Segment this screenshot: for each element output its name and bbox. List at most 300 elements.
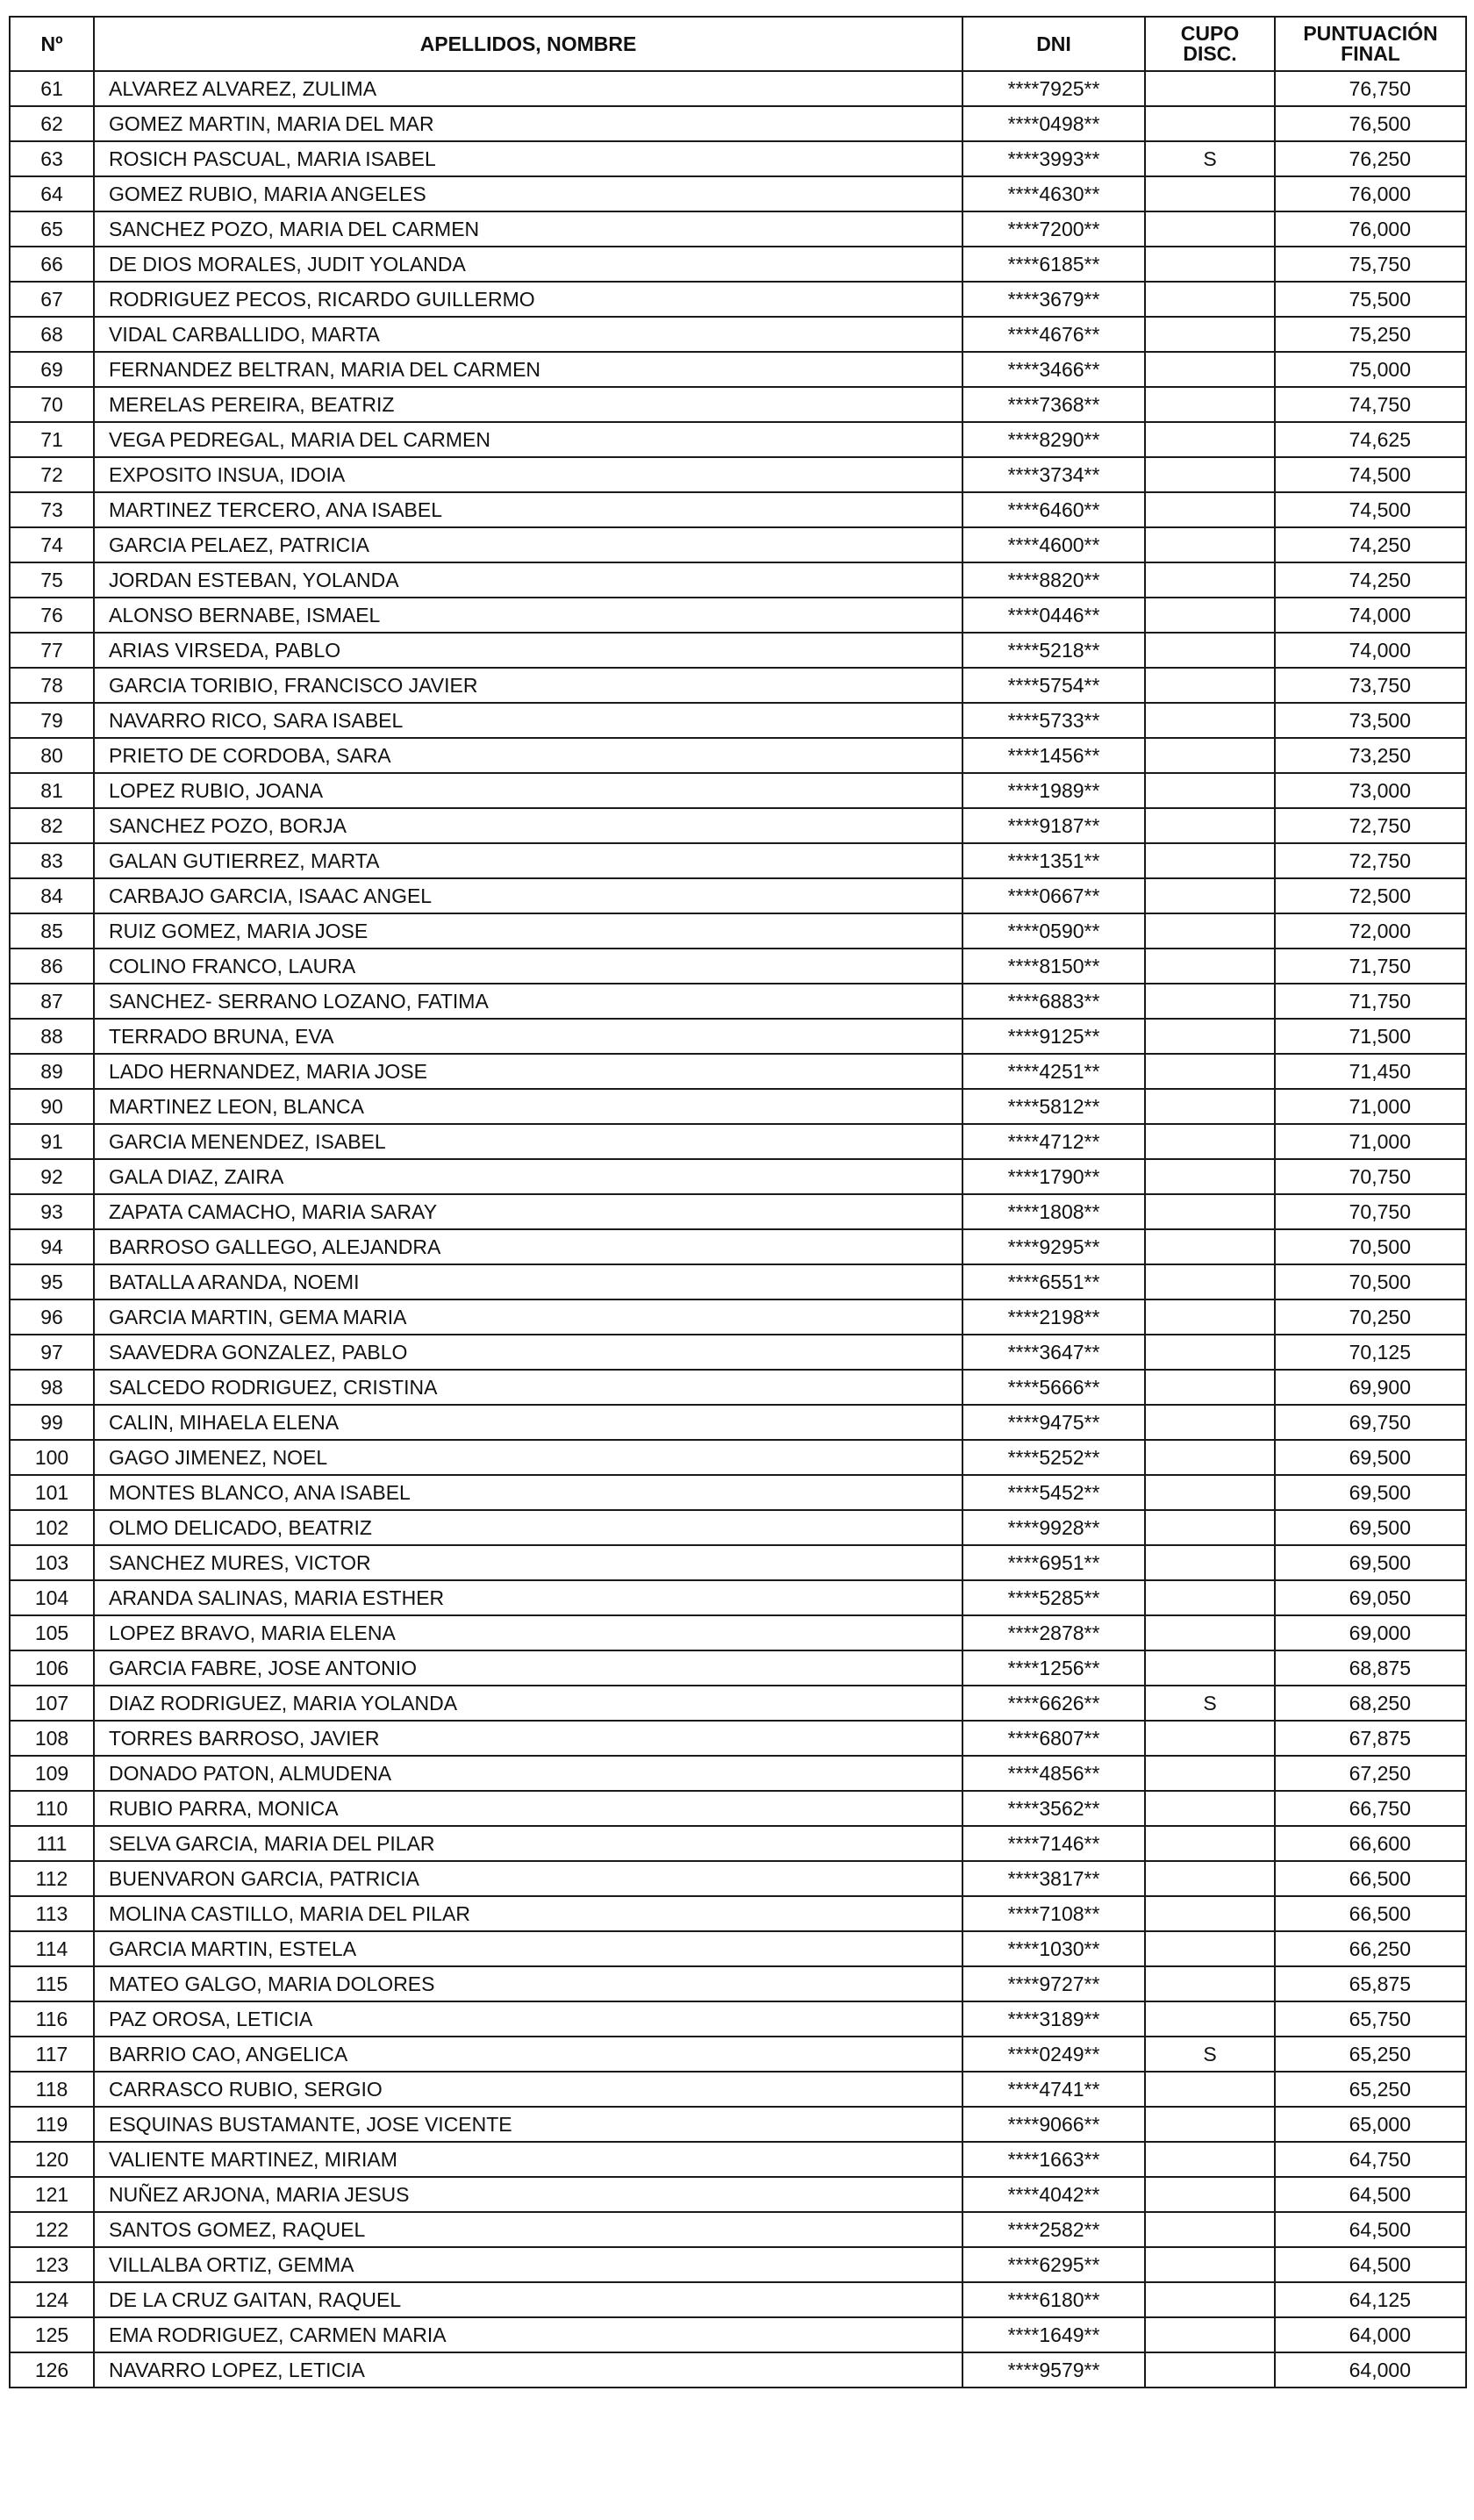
- row-dni: ****4251**: [962, 1054, 1145, 1089]
- row-name: VEGA PEDREGAL, MARIA DEL CARMEN: [94, 422, 962, 457]
- row-name: JORDAN ESTEBAN, YOLANDA: [94, 562, 962, 598]
- row-dni: ****8820**: [962, 562, 1145, 598]
- row-name: FERNANDEZ BELTRAN, MARIA DEL CARMEN: [94, 352, 962, 387]
- row-cupo-disc: [1145, 527, 1275, 562]
- row-cupo-disc: [1145, 1580, 1275, 1615]
- row-dni: ****5452**: [962, 1475, 1145, 1510]
- table-row: [10, 808, 1466, 843]
- table-row: [10, 1194, 1466, 1229]
- row-cupo-disc: [1145, 282, 1275, 317]
- table-row: [10, 1124, 1466, 1159]
- row-cupo-disc: [1145, 598, 1275, 633]
- row-cupo-disc: [1145, 1440, 1275, 1475]
- row-cupo-disc: [1145, 633, 1275, 668]
- row-score: 69,750: [1275, 1405, 1466, 1440]
- row-cupo-disc: [1145, 703, 1275, 738]
- row-cupo-disc: [1145, 843, 1275, 878]
- table-row: [10, 1826, 1466, 1861]
- table-row: [10, 2352, 1466, 2388]
- row-score: 64,500: [1275, 2177, 1466, 2212]
- row-number: 101: [10, 1475, 94, 1510]
- table-row: [10, 1650, 1466, 1686]
- row-name: SANCHEZ POZO, MARIA DEL CARMEN: [94, 211, 962, 247]
- row-name: EMA RODRIGUEZ, CARMEN MARIA: [94, 2317, 962, 2352]
- row-score: 67,875: [1275, 1721, 1466, 1756]
- table-row: [10, 1545, 1466, 1580]
- table-row: [10, 2142, 1466, 2177]
- table-row: [10, 1475, 1466, 1510]
- row-number: 84: [10, 878, 94, 913]
- table-row: [10, 2177, 1466, 2212]
- row-cupo-disc: S: [1145, 2037, 1275, 2072]
- row-score: 67,250: [1275, 1756, 1466, 1791]
- row-dni: ****1790**: [962, 1159, 1145, 1194]
- row-dni: ****9579**: [962, 2352, 1145, 2388]
- row-cupo-disc: [1145, 562, 1275, 598]
- row-score: 76,500: [1275, 106, 1466, 141]
- row-score: 65,250: [1275, 2037, 1466, 2072]
- row-dni: ****1808**: [962, 1194, 1145, 1229]
- row-cupo-disc: [1145, 1931, 1275, 1966]
- row-name: DE DIOS MORALES, JUDIT YOLANDA: [94, 247, 962, 282]
- row-number: 82: [10, 808, 94, 843]
- row-score: 74,625: [1275, 422, 1466, 457]
- table-row: [10, 492, 1466, 527]
- row-name: VILLALBA ORTIZ, GEMMA: [94, 2247, 962, 2282]
- table-row: [10, 2037, 1466, 2072]
- row-cupo-disc: [1145, 352, 1275, 387]
- row-dni: ****4741**: [962, 2072, 1145, 2107]
- row-dni: ****5733**: [962, 703, 1145, 738]
- row-name: ALVAREZ ALVAREZ, ZULIMA: [94, 71, 962, 106]
- row-number: 104: [10, 1580, 94, 1615]
- row-number: 69: [10, 352, 94, 387]
- row-name: CARRASCO RUBIO, SERGIO: [94, 2072, 962, 2107]
- table-row: [10, 2072, 1466, 2107]
- row-score: 71,450: [1275, 1054, 1466, 1089]
- row-score: 69,900: [1275, 1370, 1466, 1405]
- row-number: 88: [10, 1019, 94, 1054]
- row-number: 103: [10, 1545, 94, 1580]
- row-number: 117: [10, 2037, 94, 2072]
- row-score: 65,000: [1275, 2107, 1466, 2142]
- row-score: 70,250: [1275, 1299, 1466, 1335]
- row-cupo-disc: [1145, 773, 1275, 808]
- row-cupo-disc: [1145, 984, 1275, 1019]
- table-row: [10, 1615, 1466, 1650]
- row-dni: ****7146**: [962, 1826, 1145, 1861]
- row-number: 90: [10, 1089, 94, 1124]
- row-cupo-disc: [1145, 492, 1275, 527]
- header-dni: DNI: [962, 17, 1145, 71]
- row-cupo-disc: [1145, 2282, 1275, 2317]
- row-cupo-disc: [1145, 1615, 1275, 1650]
- row-dni: ****4856**: [962, 1756, 1145, 1791]
- row-dni: ****4630**: [962, 176, 1145, 211]
- row-score: 74,500: [1275, 457, 1466, 492]
- row-name: PRIETO DE CORDOBA, SARA: [94, 738, 962, 773]
- row-number: 98: [10, 1370, 94, 1405]
- table-row: [10, 668, 1466, 703]
- table-row: [10, 1756, 1466, 1791]
- table-row: [10, 949, 1466, 984]
- row-name: ZAPATA CAMACHO, MARIA SARAY: [94, 1194, 962, 1229]
- row-name: NAVARRO RICO, SARA ISABEL: [94, 703, 962, 738]
- row-score: 74,000: [1275, 598, 1466, 633]
- row-name: OLMO DELICADO, BEATRIZ: [94, 1510, 962, 1545]
- table-row: [10, 1721, 1466, 1756]
- row-number: 107: [10, 1686, 94, 1721]
- row-score: 74,500: [1275, 492, 1466, 527]
- row-name: GOMEZ MARTIN, MARIA DEL MAR: [94, 106, 962, 141]
- row-number: 81: [10, 773, 94, 808]
- table-row: [10, 1019, 1466, 1054]
- row-number: 80: [10, 738, 94, 773]
- row-score: 75,250: [1275, 317, 1466, 352]
- row-number: 64: [10, 176, 94, 211]
- row-number: 92: [10, 1159, 94, 1194]
- row-score: 69,050: [1275, 1580, 1466, 1615]
- row-name: GALA DIAZ, ZAIRA: [94, 1159, 962, 1194]
- row-dni: ****1030**: [962, 1931, 1145, 1966]
- row-cupo-disc: [1145, 1054, 1275, 1089]
- row-dni: ****3679**: [962, 282, 1145, 317]
- row-dni: ****2198**: [962, 1299, 1145, 1335]
- row-dni: ****3647**: [962, 1335, 1145, 1370]
- row-dni: ****3466**: [962, 352, 1145, 387]
- table-row: [10, 387, 1466, 422]
- row-dni: ****4712**: [962, 1124, 1145, 1159]
- table-row: [10, 1054, 1466, 1089]
- row-name: SANTOS GOMEZ, RAQUEL: [94, 2212, 962, 2247]
- row-score: 76,000: [1275, 176, 1466, 211]
- row-name: RODRIGUEZ PECOS, RICARDO GUILLERMO: [94, 282, 962, 317]
- row-name: SELVA GARCIA, MARIA DEL PILAR: [94, 1826, 962, 1861]
- row-score: 69,500: [1275, 1510, 1466, 1545]
- row-cupo-disc: [1145, 106, 1275, 141]
- row-number: 68: [10, 317, 94, 352]
- header-cupo-line2: DISC.: [1183, 42, 1237, 65]
- table-row: [10, 2247, 1466, 2282]
- row-cupo-disc: [1145, 1405, 1275, 1440]
- row-name: NUÑEZ ARJONA, MARIA JESUS: [94, 2177, 962, 2212]
- row-cupo-disc: [1145, 1650, 1275, 1686]
- row-name: GOMEZ RUBIO, MARIA ANGELES: [94, 176, 962, 211]
- row-score: 72,500: [1275, 878, 1466, 913]
- table-row: [10, 106, 1466, 141]
- row-dni: ****8150**: [962, 949, 1145, 984]
- table-row: [10, 2107, 1466, 2142]
- table-row: [10, 703, 1466, 738]
- row-cupo-disc: [1145, 1966, 1275, 2001]
- table-row: [10, 1335, 1466, 1370]
- table-row: [10, 457, 1466, 492]
- row-name: MONTES BLANCO, ANA ISABEL: [94, 1475, 962, 1510]
- row-cupo-disc: S: [1145, 141, 1275, 176]
- row-number: 73: [10, 492, 94, 527]
- row-score: 68,875: [1275, 1650, 1466, 1686]
- row-score: 73,500: [1275, 703, 1466, 738]
- row-dni: ****0249**: [962, 2037, 1145, 2072]
- table-row: [10, 2282, 1466, 2317]
- row-dni: ****1351**: [962, 843, 1145, 878]
- row-cupo-disc: [1145, 317, 1275, 352]
- row-score: 71,000: [1275, 1124, 1466, 1159]
- row-score: 70,750: [1275, 1159, 1466, 1194]
- row-number: 106: [10, 1650, 94, 1686]
- row-cupo-disc: [1145, 211, 1275, 247]
- table-row: [10, 1896, 1466, 1931]
- row-number: 76: [10, 598, 94, 633]
- row-cupo-disc: [1145, 1861, 1275, 1896]
- row-dni: ****7368**: [962, 387, 1145, 422]
- row-number: 79: [10, 703, 94, 738]
- table-row: [10, 2212, 1466, 2247]
- row-dni: ****9066**: [962, 2107, 1145, 2142]
- row-dni: ****9475**: [962, 1405, 1145, 1440]
- row-dni: ****9125**: [962, 1019, 1145, 1054]
- row-number: 63: [10, 141, 94, 176]
- row-number: 116: [10, 2001, 94, 2037]
- row-dni: ****7108**: [962, 1896, 1145, 1931]
- row-cupo-disc: [1145, 878, 1275, 913]
- row-number: 125: [10, 2317, 94, 2352]
- row-cupo-disc: [1145, 457, 1275, 492]
- table-row: [10, 1686, 1466, 1721]
- row-dni: ****7200**: [962, 211, 1145, 247]
- row-cupo-disc: [1145, 1019, 1275, 1054]
- row-dni: ****6807**: [962, 1721, 1145, 1756]
- row-number: 124: [10, 2282, 94, 2317]
- row-dni: ****3993**: [962, 141, 1145, 176]
- row-name: VALIENTE MARTINEZ, MIRIAM: [94, 2142, 962, 2177]
- row-number: 83: [10, 843, 94, 878]
- row-name: GALAN GUTIERREZ, MARTA: [94, 843, 962, 878]
- row-cupo-disc: [1145, 1791, 1275, 1826]
- row-name: ARIAS VIRSEDA, PABLO: [94, 633, 962, 668]
- row-name: SANCHEZ POZO, BORJA: [94, 808, 962, 843]
- row-cupo-disc: [1145, 71, 1275, 106]
- row-cupo-disc: [1145, 1826, 1275, 1861]
- row-cupo-disc: [1145, 176, 1275, 211]
- row-name: GARCIA PELAEZ, PATRICIA: [94, 527, 962, 562]
- row-score: 72,000: [1275, 913, 1466, 949]
- row-cupo-disc: [1145, 808, 1275, 843]
- row-name: SANCHEZ MURES, VICTOR: [94, 1545, 962, 1580]
- row-cupo-disc: [1145, 2072, 1275, 2107]
- row-dni: ****3817**: [962, 1861, 1145, 1896]
- row-number: 65: [10, 211, 94, 247]
- row-dni: ****7925**: [962, 71, 1145, 106]
- row-name: BUENVARON GARCIA, PATRICIA: [94, 1861, 962, 1896]
- table-row: [10, 1440, 1466, 1475]
- row-name: GARCIA MENENDEZ, ISABEL: [94, 1124, 962, 1159]
- table-row: [10, 282, 1466, 317]
- row-name: MARTINEZ TERCERO, ANA ISABEL: [94, 492, 962, 527]
- row-score: 64,750: [1275, 2142, 1466, 2177]
- table-row: [10, 984, 1466, 1019]
- table-row: [10, 598, 1466, 633]
- row-cupo-disc: [1145, 2001, 1275, 2037]
- row-dni: ****8290**: [962, 422, 1145, 457]
- row-score: 64,500: [1275, 2212, 1466, 2247]
- table-row: [10, 2001, 1466, 2037]
- row-cupo-disc: [1145, 1335, 1275, 1370]
- row-name: PAZ OROSA, LETICIA: [94, 2001, 962, 2037]
- row-score: 71,000: [1275, 1089, 1466, 1124]
- header-cupo: [1145, 17, 1275, 71]
- row-dni: ****9928**: [962, 1510, 1145, 1545]
- row-name: LOPEZ RUBIO, JOANA: [94, 773, 962, 808]
- row-dni: ****1663**: [962, 2142, 1145, 2177]
- row-cupo-disc: [1145, 1089, 1275, 1124]
- row-dni: ****6180**: [962, 2282, 1145, 2317]
- row-number: 108: [10, 1721, 94, 1756]
- row-score: 73,250: [1275, 738, 1466, 773]
- row-score: 72,750: [1275, 808, 1466, 843]
- row-score: 69,000: [1275, 1615, 1466, 1650]
- row-score: 71,750: [1275, 949, 1466, 984]
- row-dni: ****9727**: [962, 1966, 1145, 2001]
- table-row: [10, 878, 1466, 913]
- table-row: [10, 1510, 1466, 1545]
- row-name: ROSICH PASCUAL, MARIA ISABEL: [94, 141, 962, 176]
- row-cupo-disc: [1145, 1475, 1275, 1510]
- row-score: 76,250: [1275, 141, 1466, 176]
- table-row: [10, 247, 1466, 282]
- row-number: 91: [10, 1124, 94, 1159]
- table-row: [10, 1370, 1466, 1405]
- row-score: 66,500: [1275, 1896, 1466, 1931]
- table-row: [10, 1299, 1466, 1335]
- row-score: 75,000: [1275, 352, 1466, 387]
- row-score: 64,125: [1275, 2282, 1466, 2317]
- row-score: 74,750: [1275, 387, 1466, 422]
- row-number: 94: [10, 1229, 94, 1264]
- table-row: [10, 843, 1466, 878]
- row-dni: ****9295**: [962, 1229, 1145, 1264]
- row-number: 126: [10, 2352, 94, 2388]
- row-name: DE LA CRUZ GAITAN, RAQUEL: [94, 2282, 962, 2317]
- row-number: 110: [10, 1791, 94, 1826]
- row-score: 76,750: [1275, 71, 1466, 106]
- row-number: 78: [10, 668, 94, 703]
- table-row: [10, 422, 1466, 457]
- row-number: 89: [10, 1054, 94, 1089]
- row-score: 70,500: [1275, 1229, 1466, 1264]
- row-number: 111: [10, 1826, 94, 1861]
- row-score: 66,750: [1275, 1791, 1466, 1826]
- row-dni: ****1649**: [962, 2317, 1145, 2352]
- row-number: 115: [10, 1966, 94, 2001]
- table-row: [10, 527, 1466, 562]
- row-name: MARTINEZ LEON, BLANCA: [94, 1089, 962, 1124]
- row-score: 69,500: [1275, 1440, 1466, 1475]
- row-dni: ****6295**: [962, 2247, 1145, 2282]
- row-dni: ****6626**: [962, 1686, 1145, 1721]
- table-row: [10, 1861, 1466, 1896]
- row-number: 123: [10, 2247, 94, 2282]
- row-cupo-disc: [1145, 1756, 1275, 1791]
- row-dni: ****0498**: [962, 106, 1145, 141]
- row-cupo-disc: [1145, 1194, 1275, 1229]
- table-row: [10, 633, 1466, 668]
- row-number: 95: [10, 1264, 94, 1299]
- table-row: [10, 1089, 1466, 1124]
- row-number: 85: [10, 913, 94, 949]
- header-score: [1275, 17, 1466, 71]
- row-name: NAVARRO LOPEZ, LETICIA: [94, 2352, 962, 2388]
- row-cupo-disc: [1145, 2352, 1275, 2388]
- row-number: 86: [10, 949, 94, 984]
- row-score: 72,750: [1275, 843, 1466, 878]
- row-name: BATALLA ARANDA, NOEMI: [94, 1264, 962, 1299]
- row-score: 65,875: [1275, 1966, 1466, 2001]
- table-row: [10, 773, 1466, 808]
- table-body: [10, 71, 1466, 2388]
- row-cupo-disc: [1145, 1159, 1275, 1194]
- row-name: RUIZ GOMEZ, MARIA JOSE: [94, 913, 962, 949]
- header-row: [10, 17, 1466, 71]
- row-cupo-disc: [1145, 422, 1275, 457]
- row-number: 105: [10, 1615, 94, 1650]
- row-name: DONADO PATON, ALMUDENA: [94, 1756, 962, 1791]
- row-name: LOPEZ BRAVO, MARIA ELENA: [94, 1615, 962, 1650]
- row-name: CALIN, MIHAELA ELENA: [94, 1405, 962, 1440]
- row-dni: ****1456**: [962, 738, 1145, 773]
- row-name: GARCIA TORIBIO, FRANCISCO JAVIER: [94, 668, 962, 703]
- row-score: 73,000: [1275, 773, 1466, 808]
- row-cupo-disc: [1145, 1510, 1275, 1545]
- row-name: TERRADO BRUNA, EVA: [94, 1019, 962, 1054]
- row-dni: ****5218**: [962, 633, 1145, 668]
- row-cupo-disc: [1145, 1721, 1275, 1756]
- table-row: [10, 1791, 1466, 1826]
- row-dni: ****0590**: [962, 913, 1145, 949]
- row-name: SANCHEZ- SERRANO LOZANO, FATIMA: [94, 984, 962, 1019]
- row-name: RUBIO PARRA, MONICA: [94, 1791, 962, 1826]
- row-name: MOLINA CASTILLO, MARIA DEL PILAR: [94, 1896, 962, 1931]
- row-score: 64,500: [1275, 2247, 1466, 2282]
- row-score: 64,000: [1275, 2352, 1466, 2388]
- table-row: [10, 1966, 1466, 2001]
- row-number: 102: [10, 1510, 94, 1545]
- table-row: [10, 2317, 1466, 2352]
- table-row: [10, 71, 1466, 106]
- row-dni: ****9187**: [962, 808, 1145, 843]
- table-row: [10, 1931, 1466, 1966]
- table-row: [10, 562, 1466, 598]
- row-dni: ****3189**: [962, 2001, 1145, 2037]
- row-score: 69,500: [1275, 1545, 1466, 1580]
- row-cupo-disc: [1145, 2317, 1275, 2352]
- row-score: 64,000: [1275, 2317, 1466, 2352]
- row-cupo-disc: [1145, 2107, 1275, 2142]
- row-name: GARCIA MARTIN, ESTELA: [94, 1931, 962, 1966]
- row-number: 75: [10, 562, 94, 598]
- row-score: 68,250: [1275, 1686, 1466, 1721]
- table-row: [10, 141, 1466, 176]
- row-name: COLINO FRANCO, LAURA: [94, 949, 962, 984]
- row-cupo-disc: [1145, 2142, 1275, 2177]
- row-dni: ****5754**: [962, 668, 1145, 703]
- row-number: 122: [10, 2212, 94, 2247]
- row-score: 71,750: [1275, 984, 1466, 1019]
- table-row: [10, 352, 1466, 387]
- row-score: 66,250: [1275, 1931, 1466, 1966]
- row-cupo-disc: [1145, 1124, 1275, 1159]
- row-dni: ****5812**: [962, 1089, 1145, 1124]
